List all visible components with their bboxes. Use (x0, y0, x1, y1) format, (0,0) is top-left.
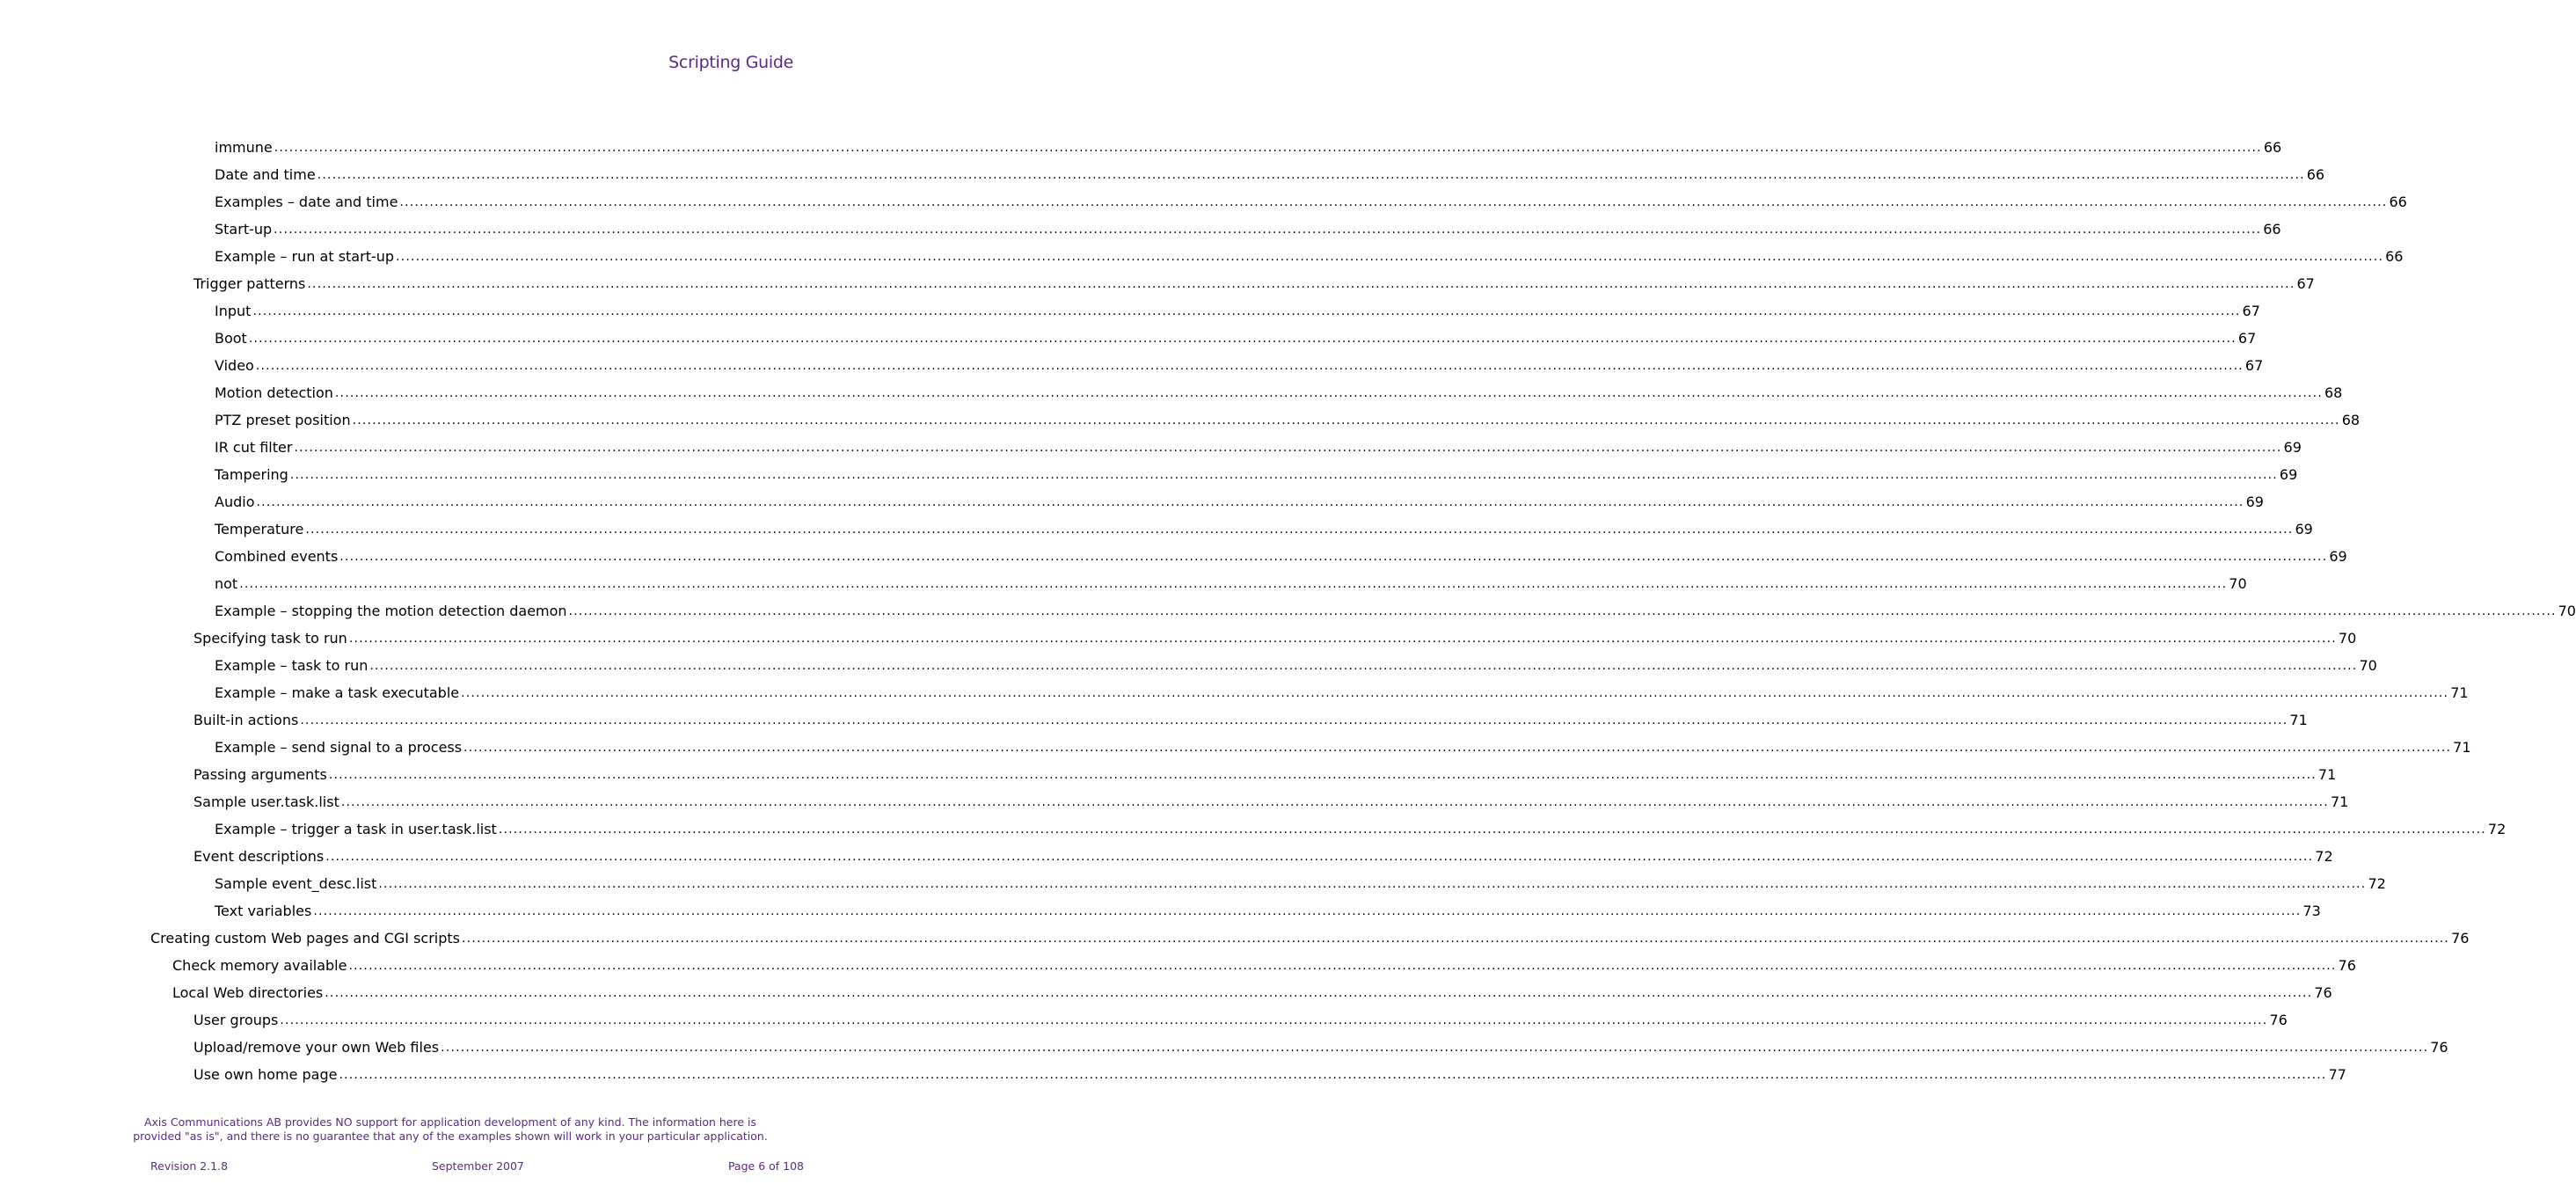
footer-page-number: Page 6 of 108 (727, 1159, 804, 1173)
toc-entry-title: Tampering (215, 466, 288, 483)
toc-leader-dots: ................................................................................................................................................................................................................................................................................................................................................................................................................ (348, 631, 2337, 646)
toc-entry-page: 76 (2269, 1012, 2288, 1028)
toc-entry-title: Examples – date and time (215, 194, 398, 210)
toc-entry[interactable] (193, 843, 2333, 870)
toc-leader-dots: ................................................................................................................................................................................................................................................................................................................................................................................................................ (313, 903, 2302, 918)
toc-entry-title: Example – run at start-up (215, 248, 395, 265)
toc-leader-dots: ................................................................................................................................................................................................................................................................................................................................................................................................................ (339, 549, 2328, 564)
toc-entry-title: Check memory available (172, 957, 347, 974)
toc-entry-page: 70 (2359, 657, 2377, 674)
toc-leader-dots: ................................................................................................................................................................................................................................................................................................................................................................................................................ (255, 358, 2244, 373)
toc-entry[interactable] (215, 379, 2343, 406)
toc-leader-dots: ................................................................................................................................................................................................................................................................................................................................................................................................................ (498, 822, 2486, 837)
footer-date: September 2007 (432, 1159, 524, 1173)
toc-entry-title: Specifying task to run (193, 630, 347, 647)
toc-entry-page: 76 (2338, 957, 2356, 974)
toc-leader-dots: ................................................................................................................................................................................................................................................................................................................................................................................................................ (289, 467, 2278, 482)
toc-entry-page: 71 (2330, 793, 2349, 810)
toc-entry-title: Local Web directories (172, 984, 324, 1001)
toc-entry-title: Combined events (215, 548, 339, 565)
toc-entry-title: Event descriptions (193, 848, 325, 865)
toc-entry[interactable] (215, 461, 2298, 488)
toc-entry-page: 66 (2389, 194, 2407, 210)
toc-leader-dots: ................................................................................................................................................................................................................................................................................................................................................................................................................ (339, 1067, 2327, 1082)
toc-entry-page: 69 (2279, 466, 2298, 483)
toc-entry-page: 76 (2430, 1039, 2448, 1056)
toc-leader-dots: ................................................................................................................................................................................................................................................................................................................................................................................................................ (294, 440, 2282, 455)
toc-leader-dots: ................................................................................................................................................................................................................................................................................................................................................................................................................ (568, 603, 2557, 618)
toc-entry-title: User groups (193, 1012, 279, 1028)
toc-leader-dots: ................................................................................................................................................................................................................................................................................................................................................................................................................ (317, 167, 2305, 182)
toc-entry-page: 66 (2263, 139, 2282, 156)
toc-entry[interactable] (215, 815, 2507, 843)
toc-entry-page: 69 (2329, 548, 2347, 565)
toc-entry-page: 66 (2306, 166, 2325, 183)
toc-entry-title: Boot (215, 330, 247, 347)
toc-entry[interactable] (193, 625, 2357, 652)
toc-leader-dots: ................................................................................................................................................................................................................................................................................................................................................................................................................ (256, 494, 2244, 509)
toc-leader-dots: ................................................................................................................................................................................................................................................................................................................................................................................................................ (340, 794, 2329, 809)
toc-leader-dots: ................................................................................................................................................................................................................................................................................................................................................................................................................ (305, 522, 2294, 537)
toc-entry[interactable] (215, 325, 2257, 352)
toc-entry-page: 68 (2341, 412, 2361, 428)
toc-entry[interactable] (172, 979, 2332, 1006)
toc-entry-title: PTZ preset position (215, 412, 351, 428)
toc-entry[interactable] (215, 679, 2469, 706)
toc-entry[interactable] (215, 352, 2264, 379)
toc-leader-dots: ................................................................................................................................................................................................................................................................................................................................................................................................................ (274, 222, 2262, 237)
toc-entry-title: Passing arguments (193, 766, 327, 783)
toc-entry-title: immune (215, 139, 273, 156)
toc-entry[interactable] (215, 188, 2407, 216)
toc-leader-dots: ................................................................................................................................................................................................................................................................................................................................................................................................................ (348, 958, 2337, 973)
toc-leader-dots: ................................................................................................................................................................................................................................................................................................................................................................................................................ (461, 685, 2449, 700)
toc-entry[interactable] (172, 952, 2356, 979)
toc-entry[interactable] (193, 1061, 2346, 1088)
toc-entry-title: Motion detection (215, 384, 333, 401)
toc-entry-page: 67 (2296, 275, 2315, 292)
toc-leader-dots: ................................................................................................................................................................................................................................................................................................................................................................................................................ (378, 876, 2367, 891)
toc-entry-title: Example – task to run (215, 657, 369, 674)
toc-entry-title: Sample user.task.list (193, 793, 339, 810)
toc-entry-page: 69 (2283, 439, 2302, 456)
toc-entry-page: 76 (2451, 930, 2470, 947)
toc-entry-title: Temperature (215, 521, 304, 537)
toc-entry-title: Input (215, 303, 252, 319)
toc-leader-dots: ................................................................................................................................................................................................................................................................................................................................................................................................................ (239, 576, 2228, 591)
toc-leader-dots: ................................................................................................................................................................................................................................................................................................................................................................................................................ (300, 713, 2288, 727)
toc-leader-dots: ................................................................................................................................................................................................................................................................................................................................................................................................................ (334, 385, 2323, 400)
toc-entry[interactable] (215, 216, 2281, 243)
toc-entry-page: 66 (2263, 221, 2281, 238)
toc-entry-title: Video (215, 357, 254, 374)
toc-entry-title: Upload/remove your own Web files (193, 1039, 440, 1056)
disclaimer (132, 1115, 769, 1144)
toc-leader-dots: ................................................................................................................................................................................................................................................................................................................................................................................................................ (399, 194, 2388, 209)
toc-entry-page: 67 (2237, 330, 2257, 347)
disclaimer-line-1: Axis Communications AB provides NO support for application development of any kind. The information here is (143, 1115, 757, 1129)
document-title: Scripting Guide (668, 53, 793, 72)
footer-revision: Revision 2.1.8 (150, 1159, 229, 1173)
toc-entry[interactable] (215, 297, 2260, 325)
toc-entry-page: 69 (2245, 493, 2264, 510)
toc-entry[interactable] (215, 434, 2302, 461)
toc-entry-page: 71 (2453, 739, 2471, 756)
toc-entry-page: 72 (2487, 821, 2507, 837)
toc-entry-page: 67 (2242, 303, 2260, 319)
toc-entry-page: 66 (2385, 248, 2404, 265)
toc-leader-dots: ................................................................................................................................................................................................................................................................................................................................................................................................................ (252, 303, 2241, 318)
toc-entry-title: not (215, 575, 238, 592)
toc-entry-page: 69 (2295, 521, 2313, 537)
toc-leader-dots: ................................................................................................................................................................................................................................................................................................................................................................................................................ (441, 1040, 2429, 1055)
toc-entry[interactable] (215, 570, 2247, 597)
disclaimer-line-2: provided "as is", and there is no guarantee that any of the examples shown will work in your particular application. (133, 1130, 768, 1143)
toc-entry-title: Example – stopping the motion detection daemon (215, 603, 567, 619)
toc-entry-page: 70 (2558, 603, 2576, 619)
toc-leader-dots: ................................................................................................................................................................................................................................................................................................................................................................................................................ (369, 658, 2358, 673)
toc-entry-title: Start-up (215, 221, 273, 238)
toc-entry-title: Audio (215, 493, 255, 510)
toc-entry-page: 73 (2302, 903, 2321, 919)
toc-leader-dots: ................................................................................................................................................................................................................................................................................................................................................................................................................ (352, 413, 2340, 428)
toc-entry-title: IR cut filter (215, 439, 293, 456)
toc-entry-title: Example – make a task executable (215, 684, 460, 701)
toc-entry-page: 67 (2244, 357, 2264, 374)
toc-entry-title: Trigger patterns (193, 275, 306, 292)
toc-entry[interactable] (215, 406, 2361, 434)
toc-entry[interactable] (193, 706, 2308, 734)
toc-entry-title: Example – send signal to a process (215, 739, 463, 756)
toc-entry-title: Text variables (215, 903, 312, 919)
toc-leader-dots: ................................................................................................................................................................................................................................................................................................................................................................................................................ (274, 140, 2262, 155)
toc-entry-title: Use own home page (193, 1066, 338, 1083)
toc-entry-page: 76 (2314, 984, 2332, 1001)
toc-leader-dots: ................................................................................................................................................................................................................................................................................................................................................................................................................ (307, 276, 2295, 291)
toc-entry-page: 71 (2317, 766, 2337, 783)
toc-entry[interactable] (215, 870, 2386, 897)
toc-entry-page: 71 (2289, 712, 2308, 728)
toc-leader-dots: ................................................................................................................................................................................................................................................................................................................................................................................................................ (280, 1013, 2268, 1027)
toc-entry-title: Creating custom Web pages and CGI scripts (150, 930, 460, 947)
toc-entry[interactable] (193, 1006, 2288, 1034)
toc-entry-page: 77 (2328, 1066, 2346, 1083)
toc-entry[interactable] (193, 788, 2349, 815)
toc-leader-dots: ................................................................................................................................................................................................................................................................................................................................................................................................................ (396, 249, 2384, 264)
toc-entry[interactable] (215, 161, 2325, 188)
toc-leader-dots: ................................................................................................................................................................................................................................................................................................................................................................................................................ (462, 931, 2450, 946)
toc-entry[interactable] (193, 1034, 2448, 1061)
toc-entry-page: 72 (2315, 848, 2333, 865)
toc-entry[interactable] (215, 734, 2471, 761)
toc-entry-title: Example – trigger a task in user.task.list (215, 821, 497, 837)
toc-entry[interactable] (215, 488, 2264, 515)
toc-entry[interactable] (193, 761, 2337, 788)
toc-entry[interactable] (215, 543, 2347, 570)
toc-entry[interactable] (215, 597, 2576, 625)
toc-entry-title: Built-in actions (193, 712, 299, 728)
toc-entry-page: 70 (2229, 575, 2247, 592)
toc-entry[interactable] (193, 270, 2315, 297)
toc-entry[interactable] (215, 515, 2313, 543)
toc-entry[interactable] (215, 652, 2377, 679)
toc-entry[interactable] (215, 897, 2321, 925)
toc-entry-page: 70 (2338, 630, 2357, 647)
toc-entry-page: 72 (2368, 875, 2386, 892)
toc-leader-dots: ................................................................................................................................................................................................................................................................................................................................................................................................................ (248, 331, 2237, 346)
toc-leader-dots: ................................................................................................................................................................................................................................................................................................................................................................................................................ (325, 849, 2314, 864)
toc-entry-page: 68 (2324, 384, 2343, 401)
toc-leader-dots: ................................................................................................................................................................................................................................................................................................................................................................................................................ (463, 740, 2452, 755)
toc-entry[interactable] (215, 243, 2404, 270)
toc-leader-dots: ................................................................................................................................................................................................................................................................................................................................................................................................................ (328, 767, 2317, 782)
toc-entry[interactable] (150, 925, 2470, 952)
toc-leader-dots: ................................................................................................................................................................................................................................................................................................................................................................................................................ (325, 985, 2313, 1000)
toc-entry-page: 71 (2450, 684, 2469, 701)
toc-entry[interactable] (215, 134, 2282, 161)
toc-entry-title: Sample event_desc.list (215, 875, 377, 892)
toc-entry-title: Date and time (215, 166, 316, 183)
